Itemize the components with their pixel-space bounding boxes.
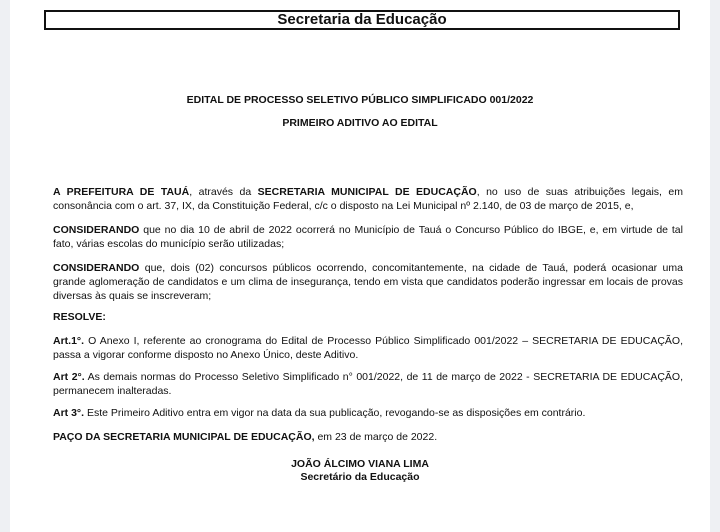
paco-paragraph — [53, 430, 683, 444]
page-header — [44, 10, 680, 30]
art-3-paragraph — [53, 406, 683, 420]
art-2-text: As demais normas do Processo Seletivo Simplificado n° 001/2022, de 11 de março de 2022 - SECRETARIA DE EDUCAÇÃO, permanecem inalteradas. — [53, 371, 683, 397]
header-title: Secretaria da Educação — [277, 11, 447, 28]
art-2-bold: Art 2°. — [53, 371, 85, 383]
intro-text-1: , através da — [189, 186, 258, 198]
intro-text-2: , no uso de suas atribuições legais, em consonância com o art. 37, IX, da Constituição Federal, c/c o disposto na Lei Municipal nº 2.140, de 03 de março de 2015, e, — [53, 186, 684, 212]
art-1-paragraph — [53, 334, 683, 362]
considerando-1-paragraph — [53, 223, 683, 251]
considerando-1-text: que no dia 10 de abril de 2022 ocorrerá no Município de Tauá o Concurso Público do IBGE, e, em virtude de tal fato, várias escolas do município serão utilizadas; — [53, 224, 683, 250]
art-2-paragraph — [53, 370, 683, 398]
considerando-2-text: que, dois (02) concursos públicos ocorrendo, concomitantemente, na cidade de Tauá, poderá ocasionar uma grande aglomeração de candidatos e um clima de insegurança, tendo em vista que candidatos poderão ingressar em locais de provas diversas às quais se inscreveram; — [53, 262, 683, 302]
considerando-2-paragraph — [53, 261, 683, 303]
signature-role: Secretário da Educação — [300, 471, 420, 483]
paco-text: em 23 de março de 2022. — [314, 431, 438, 443]
intro-bold-1: A PREFEITURA DE TAUÁ — [53, 186, 190, 198]
aditivo-title: PRIMEIRO ADITIVO AO EDITAL — [282, 117, 438, 129]
resolve-heading — [53, 310, 683, 324]
paco-bold: PAÇO DA SECRETARIA MUNICIPAL DE EDUCAÇÃO, — [53, 431, 315, 443]
art-1-text: O Anexo I, referente ao cronograma do Edital de Processo Público Simplificado 001/2022 – SECRETARIA DE EDUCAÇÃO, passa a vigorar conforme disposto no Anexo Único, deste Aditivo. — [53, 335, 683, 361]
considerando-2-bold: CONSIDERANDO — [53, 262, 140, 274]
edital-title: EDITAL DE PROCESSO SELETIVO PÚBLICO SIMPLIFICADO 001/2022 — [186, 94, 534, 106]
intro-bold-2: SECRETARIA MUNICIPAL DE EDUCAÇÃO — [257, 186, 477, 198]
resolve-label: RESOLVE: — [53, 311, 106, 323]
intro-paragraph — [53, 185, 683, 213]
art-3-text: Este Primeiro Aditivo entra em vigor na data da sua publicação, revogando-se as disposições em contrário. — [84, 407, 586, 419]
art-1-bold: Art.1°. — [53, 335, 85, 347]
signature-name: JOÃO ÁLCIMO VIANA LIMA — [291, 458, 429, 470]
art-3-bold: Art 3°. — [53, 407, 85, 419]
considerando-1-bold: CONSIDERANDO — [53, 224, 140, 236]
